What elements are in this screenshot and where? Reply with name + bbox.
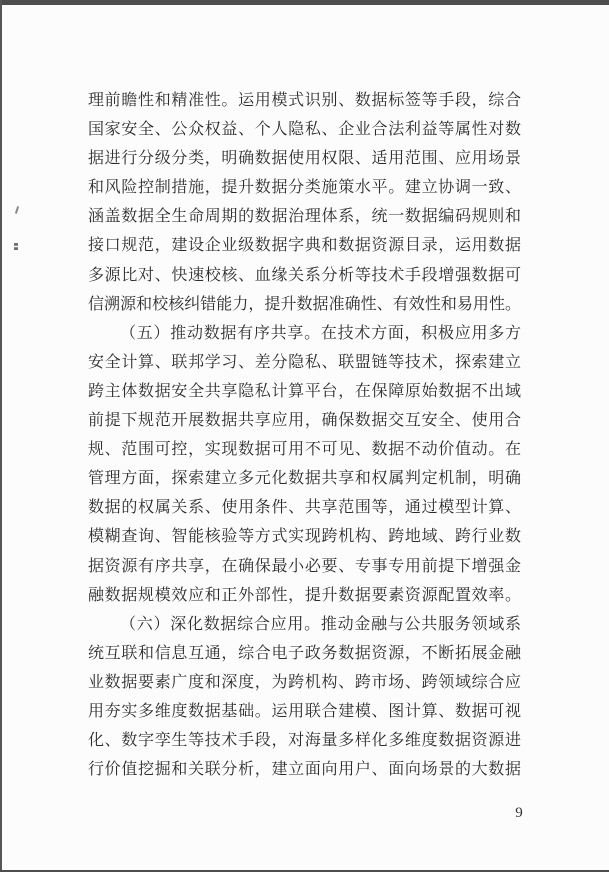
text-line: 理前瞻性和精准性。运用模式识别、数据标签等手段，综合	[88, 92, 521, 109]
paragraph-start-line: （五）推动数据有序共享。在技术方面，积极应用多方	[120, 324, 521, 342]
text-line: 统互联和信息互通，综合电子政务数据资源，不断拓展金融	[88, 644, 521, 662]
text-line: 数据的权属关系、使用条件、共享范围等，通过模型计算、	[88, 499, 521, 517]
text-line: 规、范围可控，实现数据可用不可见、数据不动价值动。在	[88, 441, 521, 459]
scan-speck	[14, 243, 18, 250]
text-line: 和风险控制措施，提升数据分类施策水平。建立协调一致、	[88, 179, 521, 197]
text-line: 用夯实多维度数据基础。运用联合建模、图计算、数据可视	[88, 702, 521, 720]
scan-edge-left	[0, 0, 2, 872]
text-line: 据资源有序共享，在确保最小必要、专事专用前提下增强金	[88, 557, 521, 575]
text-line: 化、数字孪生等技术手段，对海量多样化多维度数据资源进	[88, 732, 521, 750]
text-line: 业数据要素广度和深度，为跨机构、跨市场、跨领域综合应	[88, 673, 521, 691]
text-line: 多源比对、快速校核、血缘关系分析等技术手段增强数据可	[88, 266, 521, 284]
text-line: 行价值挖掘和关联分析，建立面向用户、面向场景的大数据	[88, 761, 521, 779]
text-line: 融数据规模效应和正外部性，提升数据要素资源配置效率。	[88, 586, 521, 604]
text-line: 前提下规范开展数据共享应用，确保数据交互安全、使用合	[88, 412, 521, 430]
text-line: 信溯源和校核纠错能力，提升数据准确性、有效性和易用性。	[88, 295, 521, 313]
scan-speck	[15, 206, 19, 214]
text-line: 安全计算、联邦学习、差分隐私、联盟链等技术，探索建立	[88, 353, 521, 371]
text-line: 接口规范，建设企业级数据字典和数据资源目录，运用数据	[88, 237, 521, 255]
text-line: 模糊查询、智能核验等方式实现跨机构、跨地域、跨行业数	[88, 528, 521, 546]
text-line: 据进行分级分类，明确数据使用权限、适用范围、应用场景	[88, 150, 521, 168]
paragraph-start-line: （六）深化数据综合应用。推动金融与公共服务领域系	[120, 615, 521, 633]
scan-edge-top	[0, 0, 609, 5]
text-line: 管理方面，探索建立多元化数据共享和权属判定机制，明确	[88, 470, 521, 488]
text-line: 涵盖数据全生命周期的数据治理体系，统一数据编码规则和	[88, 208, 521, 226]
text-line: 跨主体数据安全共享隐私计算平台，在保障原始数据不出域	[88, 382, 521, 400]
page-number: 9	[515, 805, 523, 821]
document-body-text	[88, 86, 521, 784]
text-line: 国家安全、公众权益、个人隐私、企业合法利益等属性对数	[88, 121, 521, 139]
